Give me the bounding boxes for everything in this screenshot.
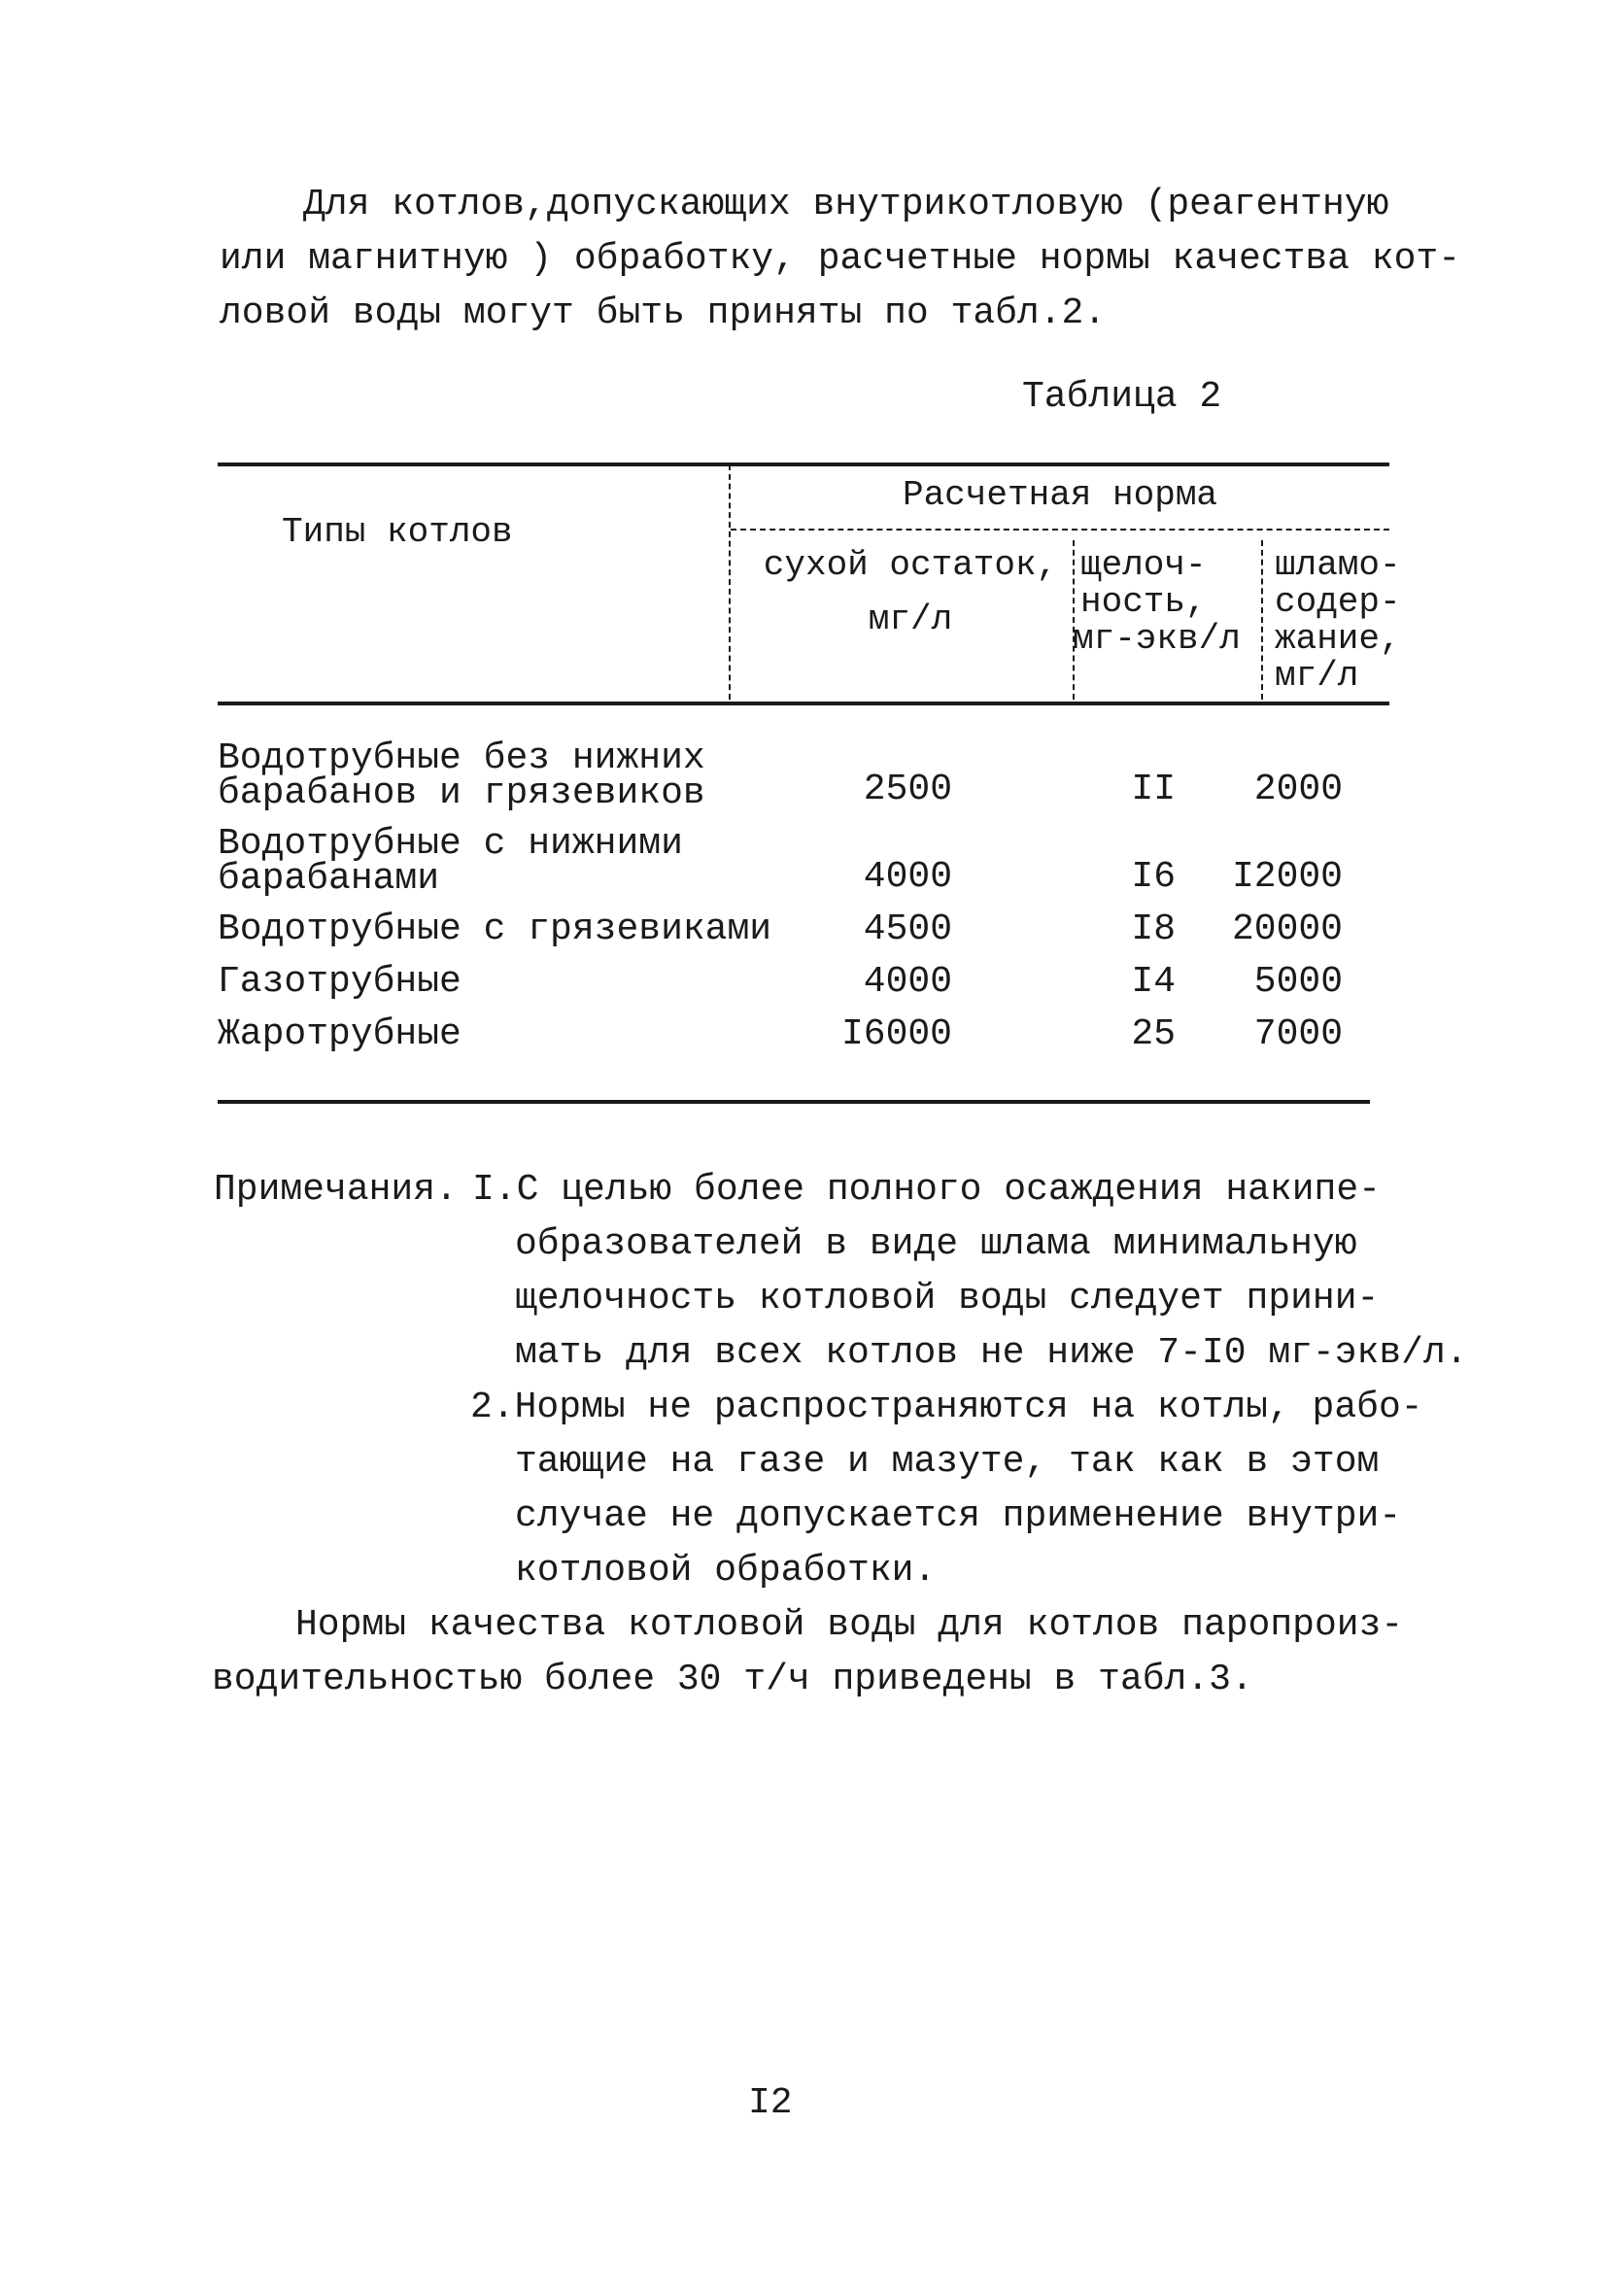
header-types-label: Типы котлов xyxy=(282,512,513,552)
intro-line-2: или магнитную ) обработку, расчетные нормы качества кот- xyxy=(220,238,1461,280)
row-2-name-line-1: Водотрубные с нижними xyxy=(218,823,683,865)
row-5-name: Жаротрубные xyxy=(218,1013,462,1055)
row-2-dry: 4000 xyxy=(863,856,952,898)
header-col-sludge-2: содер- xyxy=(1275,582,1401,622)
table-bottom-rule xyxy=(218,1100,1370,1104)
note-2-line-3: случае не допускается применение внутри- xyxy=(515,1495,1402,1537)
row-3-name: Водотрубные с грязевиками xyxy=(218,908,772,950)
header-col-sludge-1: шламо- xyxy=(1275,545,1401,585)
header-group-label: Расчетная норма xyxy=(902,475,1218,515)
table-top-rule xyxy=(218,463,1389,466)
row-1-name-line-1: Водотрубные без нижних xyxy=(218,737,705,779)
header-col-dry-residue-2: мг/л xyxy=(868,600,953,639)
row-1-name-line-2: барабанов и грязевиков xyxy=(218,772,705,814)
header-col-sludge-3: жание, xyxy=(1275,619,1401,659)
row-2-alk: I6 xyxy=(1131,856,1176,898)
row-5-sludge: 7000 xyxy=(1253,1013,1343,1055)
note-1-line-1: I.С целью более полного осаждения накипе- xyxy=(472,1169,1381,1211)
header-divider-col2 xyxy=(1261,540,1263,700)
row-3-dry: 4500 xyxy=(863,908,952,950)
note-2-line-2: тающие на газе и мазуте, так как в этом xyxy=(515,1441,1380,1483)
note-1-line-2: образователей в виде шлама минимальную xyxy=(515,1223,1357,1265)
page-number: I2 xyxy=(748,2082,793,2124)
table-caption: Таблица 2 xyxy=(1022,376,1222,418)
table-header-rule xyxy=(218,702,1389,705)
header-group-rule xyxy=(731,529,1389,531)
row-1-sludge: 2000 xyxy=(1253,769,1343,810)
row-2-sludge: I2000 xyxy=(1231,856,1343,898)
row-4-name: Газотрубные xyxy=(218,961,462,1003)
row-4-sludge: 5000 xyxy=(1253,961,1343,1003)
header-col-alkalinity-2: ность, xyxy=(1080,582,1207,622)
note-2-line-4: котловой обработки. xyxy=(515,1550,937,1592)
intro-line-3: ловой воды могут быть приняты по табл.2. xyxy=(220,292,1107,334)
notes-label: Примечания. xyxy=(214,1169,458,1211)
row-3-alk: I8 xyxy=(1131,908,1176,950)
row-5-dry: I6000 xyxy=(840,1013,952,1055)
outro-line-1: Нормы качества котловой воды для котлов паропроиз- xyxy=(295,1604,1404,1646)
row-2-name-line-2: барабанами xyxy=(218,858,440,900)
header-col-alkalinity-1: щелоч- xyxy=(1080,545,1207,585)
intro-line-1: Для котлов,допускающих внутрикотловую (реагентную xyxy=(303,184,1389,225)
row-5-alk: 25 xyxy=(1131,1013,1176,1055)
header-col-alkalinity-3: мг-экв/л xyxy=(1073,619,1241,659)
row-4-alk: I4 xyxy=(1131,961,1176,1003)
note-1-line-3: щелочность котловой воды следует прини- xyxy=(515,1278,1380,1319)
row-3-sludge: 20000 xyxy=(1231,908,1343,950)
header-col-dry-residue-1: сухой остаток, xyxy=(763,545,1058,585)
header-col-sludge-4: мг/л xyxy=(1275,656,1359,696)
row-1-alk: II xyxy=(1131,769,1176,810)
note-1-line-4: мать для всех котлов не ниже 7-I0 мг-экв/л. xyxy=(515,1332,1468,1374)
outro-line-2: водительностью более 30 т/ч приведены в табл.3. xyxy=(212,1659,1253,1700)
note-2-line-1: 2.Нормы не распространяются на котлы, рабо- xyxy=(470,1387,1423,1428)
row-4-dry: 4000 xyxy=(863,961,952,1003)
row-1-dry: 2500 xyxy=(863,769,952,810)
